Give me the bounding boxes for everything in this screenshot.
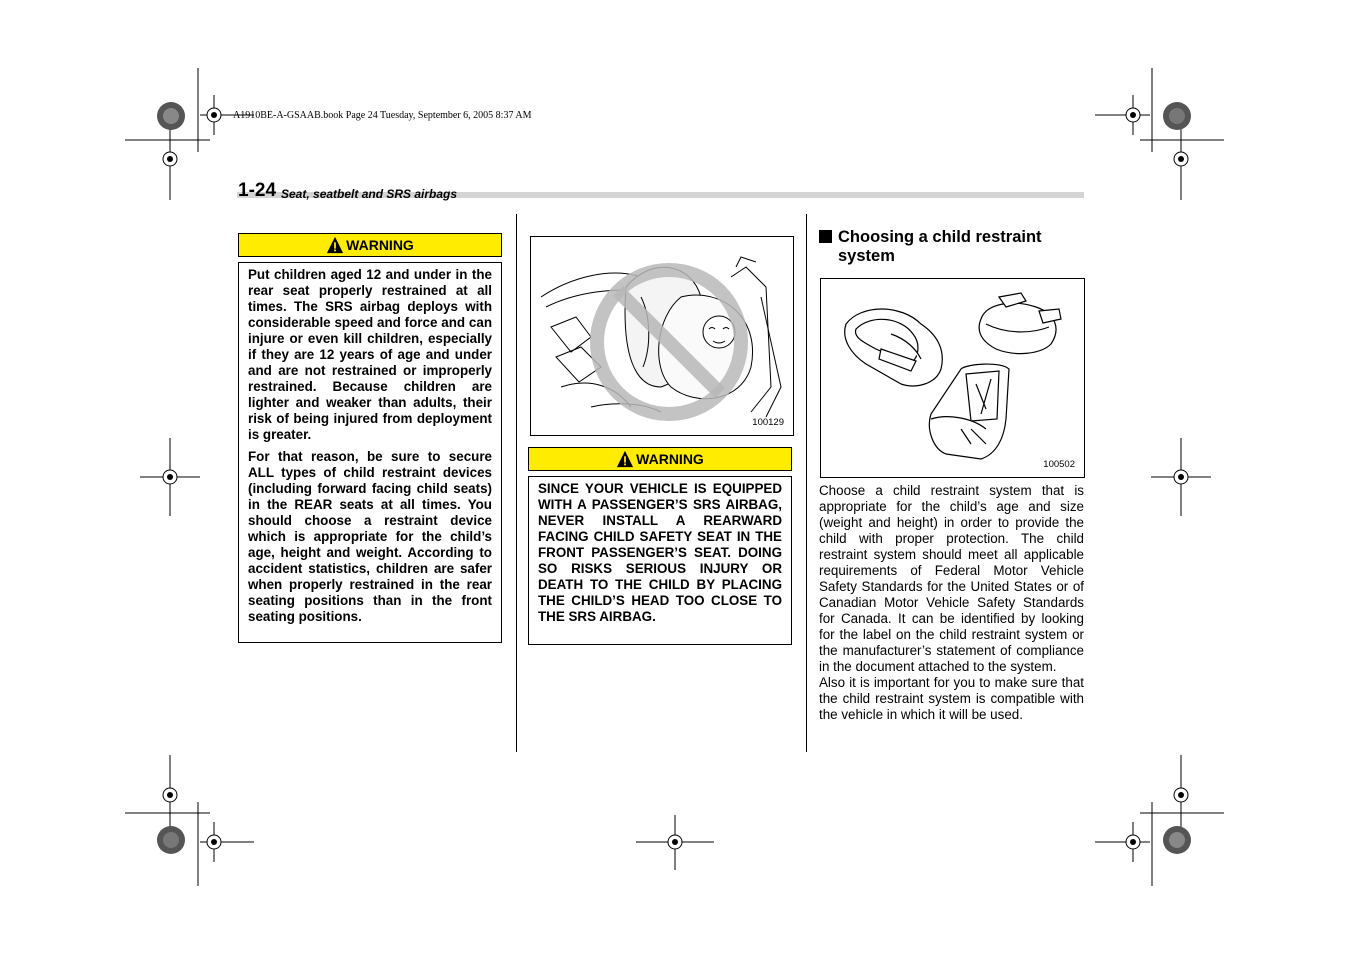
section-heading-line2: system: [838, 247, 895, 265]
child-seats-illustration: [821, 279, 1084, 477]
page-number: 1-24: [238, 180, 277, 201]
body-paragraph: Also it is important for you to make sure that the child restraint system is compatible with the vehicle in which it will be used.: [819, 675, 1084, 722]
section-heading-line1: Choosing a child restraint: [838, 228, 1042, 246]
warning-paragraph: SINCE YOUR VEHICLE IS EQUIPPED WITH A PASSENGER’S SRS AIRBAG, NEVER INSTALL A REARWARD FACING CHILD SAFETY SEAT IN THE FRONT PASSENGER’S SEAT. DOING SO RISKS SERIOUS INJURY OR DEATH TO THE CHILD BY PLACING THE CHILD’S HEAD TOO CLOSE TO THE SRS AIRBAG.: [538, 481, 782, 624]
middle-warning: [528, 447, 792, 645]
left-warning: [238, 233, 502, 643]
figure-code: 100502: [1043, 459, 1075, 470]
warning-body: [238, 262, 502, 643]
child-restraint-figure: [820, 278, 1085, 478]
warning-title: WARNING: [636, 451, 704, 467]
warning-paragraph: For that reason, be sure to secure ALL types of child restraint devices (including forward facing child seats) in the REAR seats at all times. You should choose a restraint device which is appropriate for the child’s age, height and weight. According to accident statistics, children are safer when properly restrained in the rear seating positions than in the front seating positions.: [248, 449, 492, 624]
warning-triangle-icon: [326, 236, 344, 254]
column-divider: [516, 214, 517, 752]
section-heading: [819, 228, 1079, 266]
square-bullet-icon: [819, 230, 832, 243]
body-paragraph: Choose a child restraint system that is appropriate for the child’s age and size (weight and height) in order to provide the child with proper protection. The child restraint system should meet all applicable requirements of Federal Motor Vehicle Safety Standards for the United States or of Canadian Motor Vehicle Safety Standards for Canada. It can be identified by looking for the label on the child restraint system or the manufacturer’s statement of compliance in the document attached to the system.: [819, 483, 1084, 674]
body-text: [819, 483, 1084, 723]
warning-header: [528, 447, 792, 471]
warning-triangle-icon: [616, 450, 634, 468]
warning-header: [238, 233, 502, 257]
print-info: A1910BE-A-GSAAB.book Page 24 Tuesday, September 6, 2005 8:37 AM: [233, 110, 532, 121]
airbag-figure: [530, 236, 794, 436]
warning-title: WARNING: [346, 237, 414, 253]
column-divider: [806, 214, 807, 752]
figure-code: 100129: [752, 417, 784, 428]
warning-paragraph: Put children aged 12 and under in the rear seat properly restrained at all times. The SRS airbag deploys with considerable speed and force and can injure or even kill children, especially if they are 12 years of age and under and are not restrained or improperly restrained. Because children are lighter and weaker than adults, their risk of being injured from deployment is greater.: [248, 267, 492, 442]
airbag-child-seat-illustration: [531, 237, 793, 435]
section-title: Seat, seatbelt and SRS airbags: [281, 187, 458, 201]
warning-body: [528, 476, 792, 645]
